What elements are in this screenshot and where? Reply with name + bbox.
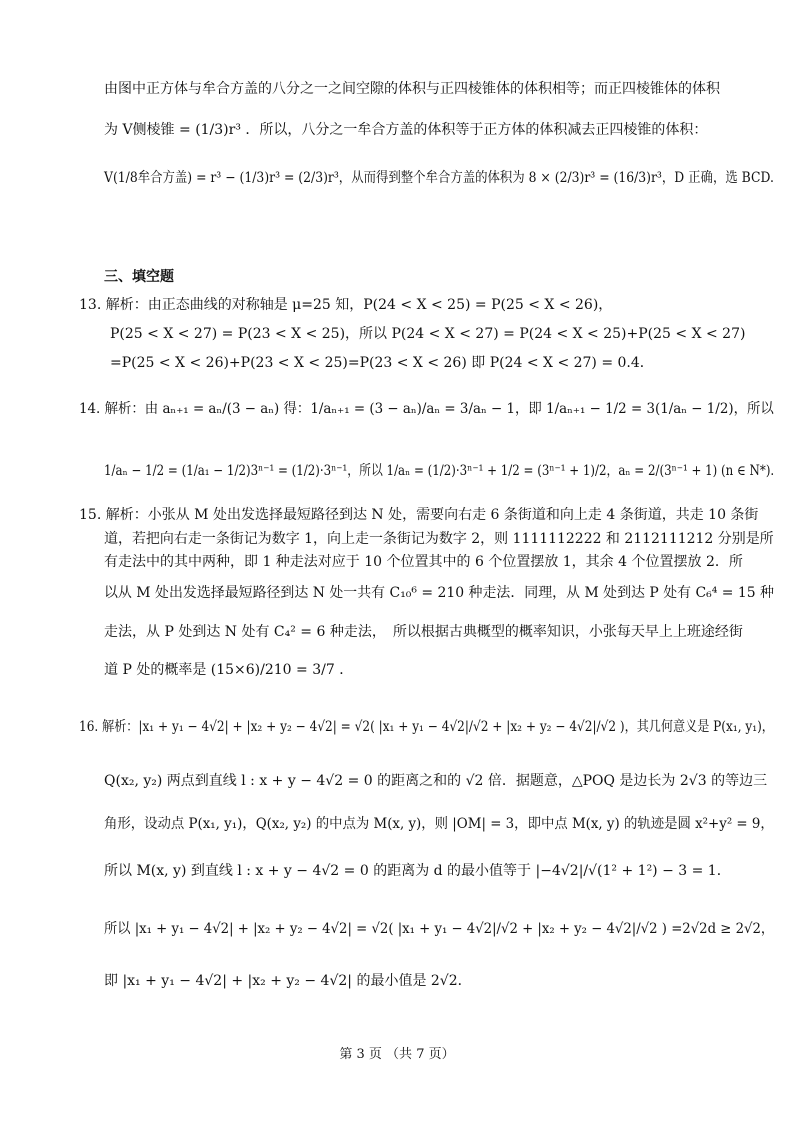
- section-heading: 三、填空题: [104, 269, 174, 285]
- q13-line: =P(25 < X < 26)+P(23 < X < 25)=P(23 < X < 26) 即 P(24 < X < 27) = 0.4．: [110, 355, 654, 371]
- q13-line: P(25 < X < 27) = P(23 < X < 25)，所以 P(24 < X < 27) = P(24 < X < 25)+P(25 < X < 27): [110, 326, 746, 342]
- prev-text-line: 由图中正方体与牟合方盖的八分之一之间空隙的体积与正四棱锥体的体积相等；而正四棱锥体的体积: [104, 81, 720, 97]
- page-footer: 第 3 页 （共 7 页）: [339, 1047, 455, 1062]
- prev-text-line: V(1/8牟合方盖) = r³ − (1/3)r³ = (2/3)r³，从而得到整个牟合方盖的体积为 8 × (2/3)r³ = (16/3)r³，D 正确，选 BCD.: [104, 170, 774, 186]
- q16-line: 16. 解析：|x₁ + y₁ − 4√2| + |x₂ + y₂ − 4√2| = √2( |x₁ + y₁ − 4√2|/√2 + |x₂ + y₂ − 4√2|/√2 )，其几何意义是 P(x₁, y₁)，: [79, 719, 774, 735]
- q14-line: 14. 解析：由 aₙ₊₁ = aₙ/(3 − aₙ) 得：1/aₙ₊₁ = (3 − aₙ)/aₙ = 3/aₙ − 1，即 1/aₙ₊₁ − 1/2 = 3(1/aₙ − 1/2)，所以: [79, 401, 774, 417]
- q16-line: 即 |x₁ + y₁ − 4√2| + |x₂ + y₂ − 4√2| 的最小值是 2√2．: [104, 973, 472, 989]
- q16-line: 所以 |x₁ + y₁ − 4√2| + |x₂ + y₂ − 4√2| = √2( |x₁ + y₁ − 4√2|/√2 + |x₂ + y₂ − 4√2|/√2 ) =2√2d ≥ 2√2，: [104, 921, 775, 937]
- q15-line: 道，若把向右走一条街记为数字 1，向上走一条街记为数字 2，则 1111112222 和 2112111212 分别是所: [104, 531, 774, 547]
- q15-line: 有走法中的其中两种，即 1 种走法对应于 10 个位置其中的 6 个位置摆放 1，其余 4 个位置摆放 2．所: [104, 554, 743, 570]
- prev-text-line: 为 V侧棱锥 = (1/3)r³ ．所以，八分之一牟合方盖的体积等于正方体的体积减去正四棱锥的体积：: [104, 122, 708, 138]
- q13-line: 13. 解析：由正态曲线的对称轴是 μ=25 知，P(24 < X < 25) = P(25 < X < 26)，: [79, 297, 613, 313]
- q16-line: 所以 M(x, y) 到直线 l : x + y − 4√2 = 0 的距离为 d 的最小值等于 |−4√2|/√(1² + 1²) − 3 = 1．: [104, 863, 731, 879]
- q15-line: 15. 解析：小张从 M 处出发选择最短路径到达 N 处，需要向右走 6 条街道和向上走 4 条街道，共走 10 条街: [79, 507, 759, 523]
- q16-line: 角形，设动点 P(x₁, y₁)，Q(x₂, y₂) 的中点为 M(x, y)，则 |OM| = 3，即中点 M(x, y) 的轨迹是圆 x²+y² = 9，: [104, 816, 774, 832]
- q16-line: Q(x₂, y₂) 两点到直线 l : x + y − 4√2 = 0 的距离之和的 √2 倍．据题意，△POQ 是边长为 2√3 的等边三: [104, 773, 768, 789]
- q15-line: 道 P 处的概率是 (15×6)/210 = 3/7 ．: [104, 662, 354, 678]
- q14-line: 1/aₙ − 1/2 = (1/a₁ − 1/2)3ⁿ⁻¹ = (1/2)·3ⁿ⁻¹，所以 1/aₙ = (1/2)·3ⁿ⁻¹ + 1/2 = (3ⁿ⁻¹ + 1)/2，aₙ = 2/(3ⁿ⁻¹ + 1) (n ∈ N*).: [104, 463, 775, 479]
- q15-line: 走法，从 P 处到达 N 处有 C₄² = 6 种走法， 所以根据古典概型的概率知识，小张每天早上上班途经街: [104, 624, 743, 640]
- q15-line: 以从 M 处出发选择最短路径到达 N 处一共有 C₁₀⁶ = 210 种走法．同理，从 M 处到达 P 处有 C₆⁴ = 15 种: [104, 585, 775, 601]
